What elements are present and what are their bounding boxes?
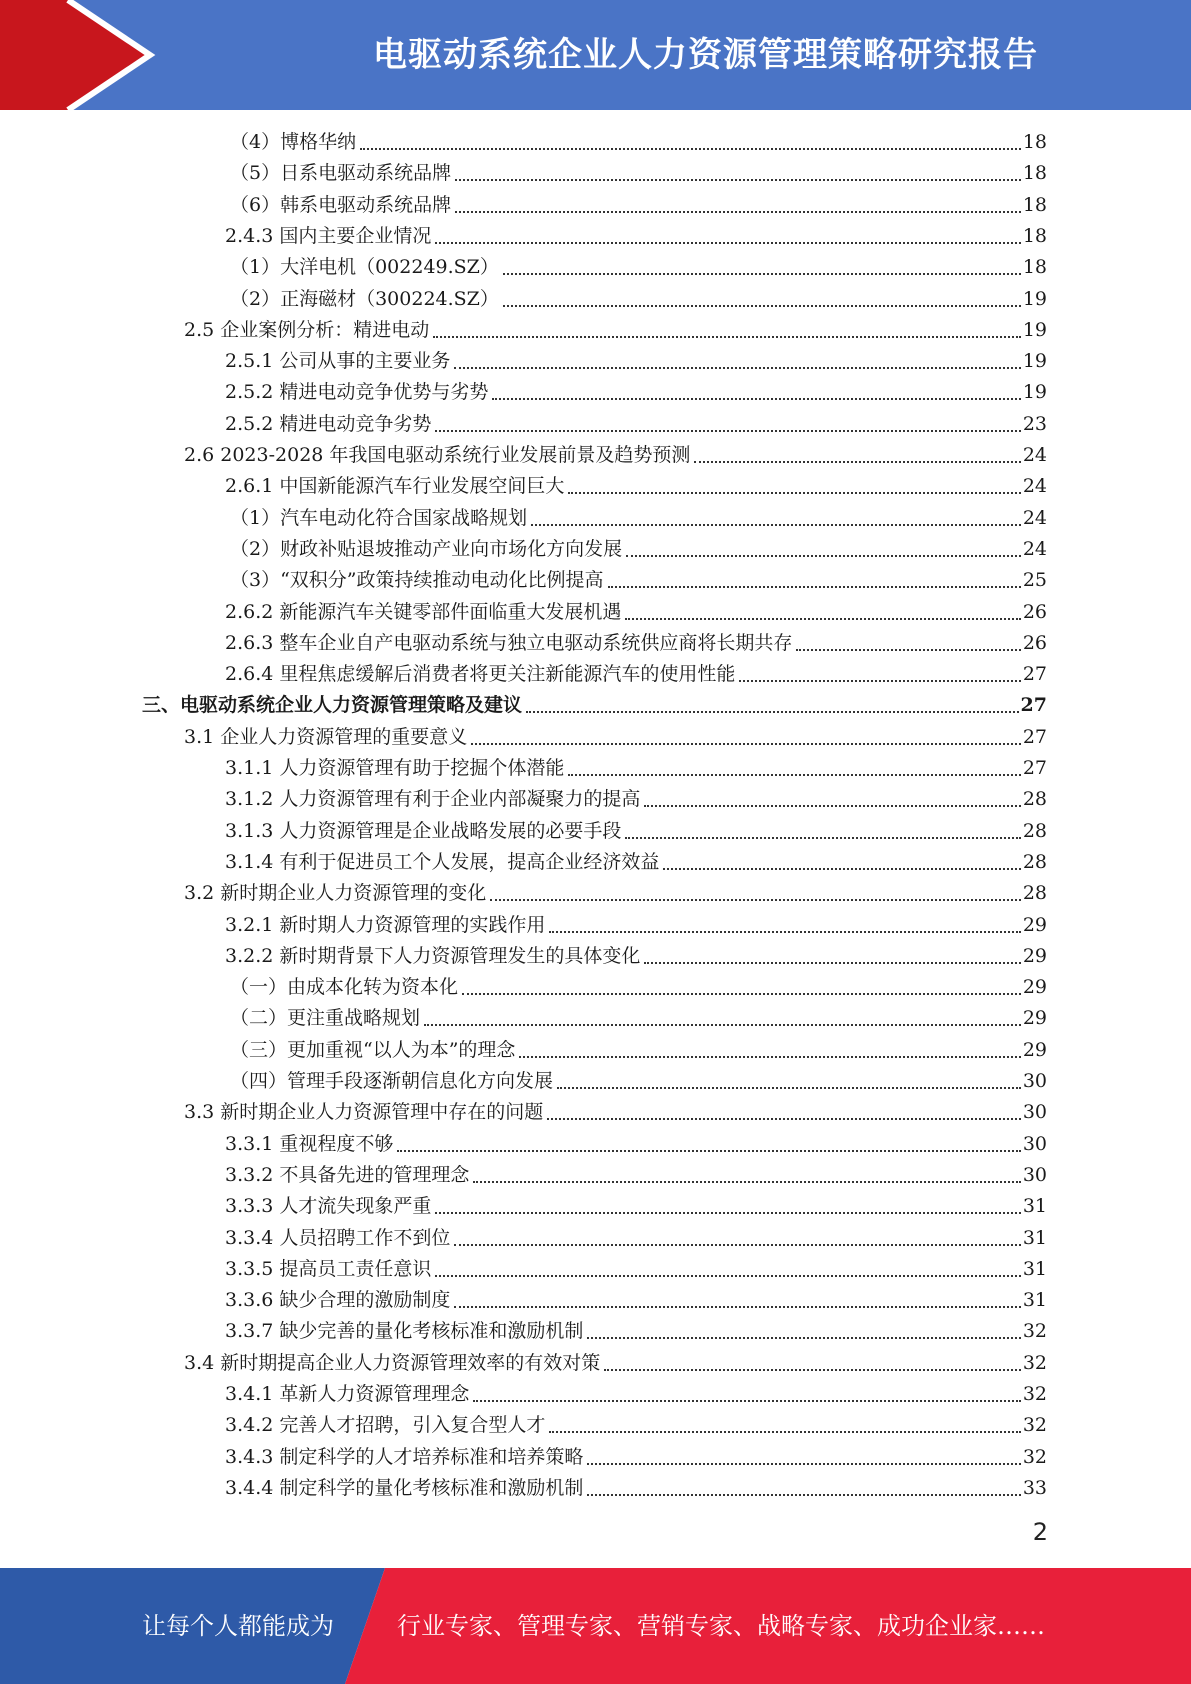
- toc-entry-page: 26: [1022, 632, 1047, 654]
- toc-entry[interactable]: [230, 534, 1047, 565]
- toc-entry-page: 29: [1022, 1039, 1047, 1061]
- toc-entry-title: （4）博格华纳: [230, 131, 357, 153]
- toc-entry-page: 30: [1022, 1133, 1047, 1155]
- toc-entry[interactable]: [225, 1129, 1047, 1160]
- toc-entry-page: 32: [1022, 1320, 1047, 1342]
- toc-entry[interactable]: [184, 315, 1047, 346]
- toc-dot-leader: [435, 1211, 1020, 1214]
- toc-entry-title: 2.5.1 公司从事的主要业务: [225, 350, 451, 372]
- toc-entry-title: 3.3.5 提高员工责任意识: [225, 1258, 432, 1280]
- toc-dot-leader: [454, 366, 1020, 369]
- toc-entry[interactable]: [225, 1285, 1047, 1316]
- toc-dot-leader: [519, 1055, 1020, 1058]
- toc-dot-leader: [557, 1086, 1021, 1089]
- toc-entry-title: 3.1.4 有利于促进员工个人发展，提高企业经济效益: [225, 851, 660, 873]
- toc-dot-leader: [568, 491, 1020, 494]
- toc-dot-leader: [644, 961, 1020, 964]
- toc-dot-leader: [455, 178, 1021, 181]
- toc-entry-page: 29: [1022, 1007, 1047, 1029]
- toc-entry-title: （3）“双积分”政策持续推动电动化比例提高: [230, 569, 604, 591]
- toc-entry-title: （一）由成本化转为资本化: [230, 976, 459, 998]
- toc-entry[interactable]: [230, 127, 1047, 158]
- toc-entry[interactable]: [230, 503, 1047, 534]
- toc-entry-title: （6）韩系电驱动系统品牌: [230, 194, 452, 216]
- toc-entry[interactable]: [184, 440, 1047, 471]
- toc-entry-page: 32: [1022, 1446, 1047, 1468]
- toc-entry-page: 32: [1022, 1414, 1047, 1436]
- toc-dot-leader: [455, 210, 1021, 213]
- toc-entry-page: 31: [1022, 1195, 1047, 1217]
- toc-entry-title: 3.1.1 人力资源管理有助于挖掘个体潜能: [225, 757, 565, 779]
- toc-entry[interactable]: [230, 1066, 1047, 1097]
- toc-entry-title: 2.5.2 精进电动竞争劣势: [225, 413, 432, 435]
- toc-entry[interactable]: [230, 565, 1047, 596]
- toc-dot-leader: [503, 304, 1021, 307]
- toc-dot-leader: [435, 1274, 1020, 1277]
- toc-entry-title: （2）正海磁材（300224.SZ）: [230, 288, 499, 310]
- toc-entry[interactable]: [225, 1254, 1047, 1285]
- toc-dot-leader: [549, 930, 1020, 933]
- toc-entry-title: （5）日系电驱动系统品牌: [230, 162, 452, 184]
- toc-entry[interactable]: [184, 722, 1047, 753]
- toc-entry-page: 27: [1022, 663, 1047, 685]
- toc-entry[interactable]: [225, 1223, 1047, 1254]
- toc-dot-leader: [454, 1305, 1020, 1308]
- toc-entry-page: 31: [1022, 1227, 1047, 1249]
- toc-entry[interactable]: [230, 1035, 1047, 1066]
- toc-entry-title: 3.4.2 完善人才招聘，引入复合型人才: [225, 1414, 546, 1436]
- toc-dot-leader: [490, 898, 1021, 901]
- toc-dot-leader: [587, 1336, 1020, 1339]
- toc-entry-title: （三）更加重视“以人为本”的理念: [230, 1039, 516, 1061]
- toc-dot-leader: [608, 585, 1021, 588]
- toc-entry[interactable]: [225, 941, 1047, 972]
- toc-entry[interactable]: [225, 1191, 1047, 1222]
- page-header: [0, 0, 1191, 110]
- toc-dot-leader: [626, 554, 1021, 557]
- toc-entry-title: 3.4.3 制定科学的人才培养标准和培养策略: [225, 1446, 584, 1468]
- toc-entry-page: 31: [1022, 1258, 1047, 1280]
- toc-entry[interactable]: [184, 1097, 1047, 1128]
- toc-entry-title: 2.5 企业案例分析：精进电动: [184, 319, 430, 341]
- toc-entry-title: 2.5.2 精进电动竞争优势与劣势: [225, 381, 489, 403]
- toc-entry-page: 26: [1022, 601, 1047, 623]
- toc-entry-page: 30: [1022, 1070, 1047, 1092]
- toc-dot-leader: [462, 992, 1021, 995]
- toc-entry-title: 3.1.3 人力资源管理是企业战略发展的必要手段: [225, 820, 622, 842]
- toc-entry-title: 3.2 新时期企业人力资源管理的变化: [184, 882, 487, 904]
- toc-entry[interactable]: [230, 158, 1047, 189]
- toc-entry-title: 3.1.2 人力资源管理有利于企业内部凝聚力的提高: [225, 788, 641, 810]
- toc-entry-page: 29: [1022, 914, 1047, 936]
- toc-entry-title: 3.3.3 人才流失现象严重: [225, 1195, 432, 1217]
- toc-entry-page: 30: [1022, 1164, 1047, 1186]
- toc-entry-page: 27: [1020, 694, 1047, 716]
- toc-entry-title: 三、电驱动系统企业人力资源管理策略及建议: [142, 694, 523, 716]
- toc-entry-page: 28: [1022, 820, 1047, 842]
- toc-entry-page: 25: [1022, 569, 1047, 591]
- toc-entry[interactable]: [225, 753, 1047, 784]
- toc-entry-title: 2.6.1 中国新能源汽车行业发展空间巨大: [225, 475, 565, 497]
- toc-entry-title: 3.4 新时期提高企业人力资源管理效率的有效对策: [184, 1352, 601, 1374]
- toc-entry-page: 29: [1022, 945, 1047, 967]
- toc-dot-leader: [526, 710, 1019, 713]
- toc-entry-page: 19: [1022, 288, 1047, 310]
- footer-slogan-left: 让每个人都能成为: [142, 1612, 334, 1640]
- toc-entry-title: （2）财政补贴退坡推动产业向市场化方向发展: [230, 538, 623, 560]
- toc-entry-page: 24: [1022, 444, 1047, 466]
- toc-entry-title: 2.6 2023-2028 年我国电驱动系统行业发展前景及趋势预测: [184, 444, 691, 466]
- toc-entry-page: 19: [1022, 381, 1047, 403]
- toc-entry-page: 18: [1022, 225, 1047, 247]
- toc-entry-page: 28: [1022, 788, 1047, 810]
- toc-entry[interactable]: [225, 377, 1047, 408]
- toc-entry-page: 18: [1022, 194, 1047, 216]
- toc-dot-leader: [503, 272, 1021, 275]
- toc-entry-title: 3.3.6 缺少合理的激励制度: [225, 1289, 451, 1311]
- toc-entry[interactable]: [225, 628, 1047, 659]
- toc-dot-leader: [587, 1493, 1020, 1496]
- toc-entry[interactable]: [225, 659, 1047, 690]
- toc-dot-leader: [397, 1149, 1020, 1152]
- toc-entry-page: 33: [1022, 1477, 1047, 1499]
- toc-dot-leader: [547, 1117, 1021, 1120]
- toc-dot-leader: [454, 1243, 1020, 1246]
- toc-dot-leader: [433, 335, 1021, 338]
- toc-entry-page: 31: [1022, 1289, 1047, 1311]
- toc-dot-leader: [739, 679, 1020, 682]
- toc-entry[interactable]: [225, 847, 1047, 878]
- toc-entry[interactable]: [225, 597, 1047, 628]
- toc-entry-title: （1）汽车电动化符合国家战略规划: [230, 507, 528, 529]
- toc-entry-title: 3.3 新时期企业人力资源管理中存在的问题: [184, 1101, 544, 1123]
- toc-entry[interactable]: [225, 1160, 1047, 1191]
- toc-entry-page: 19: [1022, 319, 1047, 341]
- toc-entry[interactable]: [184, 1348, 1047, 1379]
- toc-entry[interactable]: [225, 1473, 1047, 1504]
- toc-entry[interactable]: [225, 221, 1047, 252]
- toc-entry[interactable]: [230, 1003, 1047, 1034]
- toc-dot-leader: [644, 804, 1020, 807]
- toc-entry-title: 3.4.4 制定科学的量化考核标准和激励机制: [225, 1477, 584, 1499]
- toc-entry-page: 28: [1022, 851, 1047, 873]
- toc-entry-title: （四）管理手段逐渐朝信息化方向发展: [230, 1070, 554, 1092]
- toc-entry-title: 3.2.2 新时期背景下人力资源管理发生的具体变化: [225, 945, 641, 967]
- toc-entry-title: 3.3.1 重视程度不够: [225, 1133, 394, 1155]
- toc-entry-page: 29: [1022, 976, 1047, 998]
- toc-entry-page: 28: [1022, 882, 1047, 904]
- toc-dot-leader: [471, 742, 1021, 745]
- toc-entry[interactable]: [225, 1316, 1047, 1347]
- toc-entry-title: 3.4.1 革新人力资源管理理念: [225, 1383, 470, 1405]
- toc-dot-leader: [473, 1399, 1020, 1402]
- report-title: 电驱动系统企业人力资源管理策略研究报告: [373, 35, 1038, 75]
- toc-entry-title: 2.4.3 国内主要企业情况: [225, 225, 432, 247]
- toc-entry-page: 24: [1022, 538, 1047, 560]
- toc-entry[interactable]: [225, 346, 1047, 377]
- toc-entry-page: 18: [1022, 162, 1047, 184]
- toc-entry-page: 18: [1022, 131, 1047, 153]
- toc-entry-title: 2.6.4 里程焦虑缓解后消费者将更关注新能源汽车的使用性能: [225, 663, 736, 685]
- toc-entry-page: 27: [1022, 757, 1047, 779]
- toc-entry[interactable]: [230, 284, 1047, 315]
- toc-entry[interactable]: [142, 690, 1047, 721]
- toc-entry[interactable]: [230, 972, 1047, 1003]
- toc-entry[interactable]: [225, 1410, 1047, 1441]
- toc-dot-leader: [435, 429, 1020, 432]
- toc-dot-leader: [625, 617, 1020, 620]
- toc-dot-leader: [604, 1368, 1021, 1371]
- toc-entry-title: 3.3.2 不具备先进的管理理念: [225, 1164, 470, 1186]
- toc-entry[interactable]: [230, 252, 1047, 283]
- toc-entry[interactable]: [225, 471, 1047, 502]
- toc-dot-leader: [424, 1023, 1021, 1026]
- toc-entry[interactable]: [225, 784, 1047, 815]
- toc-entry-page: 23: [1022, 413, 1047, 435]
- page-footer: [0, 1568, 1191, 1684]
- toc-dot-leader: [568, 773, 1020, 776]
- toc-entry-title: 3.3.7 缺少完善的量化考核标准和激励机制: [225, 1320, 584, 1342]
- toc-entry[interactable]: [225, 910, 1047, 941]
- toc-entry-title: 3.2.1 新时期人力资源管理的实践作用: [225, 914, 546, 936]
- toc-entry-title: 2.6.2 新能源汽车关键零部件面临重大发展机遇: [225, 601, 622, 623]
- toc-dot-leader: [625, 836, 1020, 839]
- toc-entry-page: 27: [1022, 726, 1047, 748]
- toc-dot-leader: [587, 1462, 1020, 1465]
- toc-entry-title: 3.3.4 人员招聘工作不到位: [225, 1227, 451, 1249]
- toc-entry[interactable]: [230, 190, 1047, 221]
- toc-dot-leader: [435, 241, 1020, 244]
- toc-dot-leader: [663, 867, 1020, 870]
- toc-entry[interactable]: [225, 1442, 1047, 1473]
- toc-entry-page: 32: [1022, 1383, 1047, 1405]
- page-number: 2: [1032, 1518, 1048, 1546]
- toc-entry[interactable]: [225, 409, 1047, 440]
- toc-dot-leader: [531, 523, 1021, 526]
- toc-entry[interactable]: [225, 1379, 1047, 1410]
- toc-entry[interactable]: [225, 816, 1047, 847]
- toc-dot-leader: [492, 397, 1020, 400]
- toc-entry[interactable]: [184, 878, 1047, 909]
- toc-entry-page: 18: [1022, 256, 1047, 278]
- toc-dot-leader: [473, 1180, 1020, 1183]
- toc-dot-leader: [694, 460, 1020, 463]
- toc-entry-page: 30: [1022, 1101, 1047, 1123]
- toc-entry-title: （1）大洋电机（002249.SZ）: [230, 256, 499, 278]
- toc-entry-title: （二）更注重战略规划: [230, 1007, 421, 1029]
- toc-entry-title: 3.1 企业人力资源管理的重要意义: [184, 726, 468, 748]
- toc-entry-page: 24: [1022, 475, 1047, 497]
- toc-entry-page: 32: [1022, 1352, 1047, 1374]
- toc-dot-leader: [549, 1430, 1020, 1433]
- toc-entry-page: 24: [1022, 507, 1047, 529]
- toc-entry-page: 19: [1022, 350, 1047, 372]
- footer-slogan-right: 行业专家、管理专家、营销专家、战略专家、成功企业家……: [397, 1612, 1045, 1640]
- toc-dot-leader: [796, 648, 1020, 651]
- toc-dot-leader: [360, 147, 1021, 150]
- toc-entry-title: 2.6.3 整车企业自产电驱动系统与独立电驱动系统供应商将长期共存: [225, 632, 793, 654]
